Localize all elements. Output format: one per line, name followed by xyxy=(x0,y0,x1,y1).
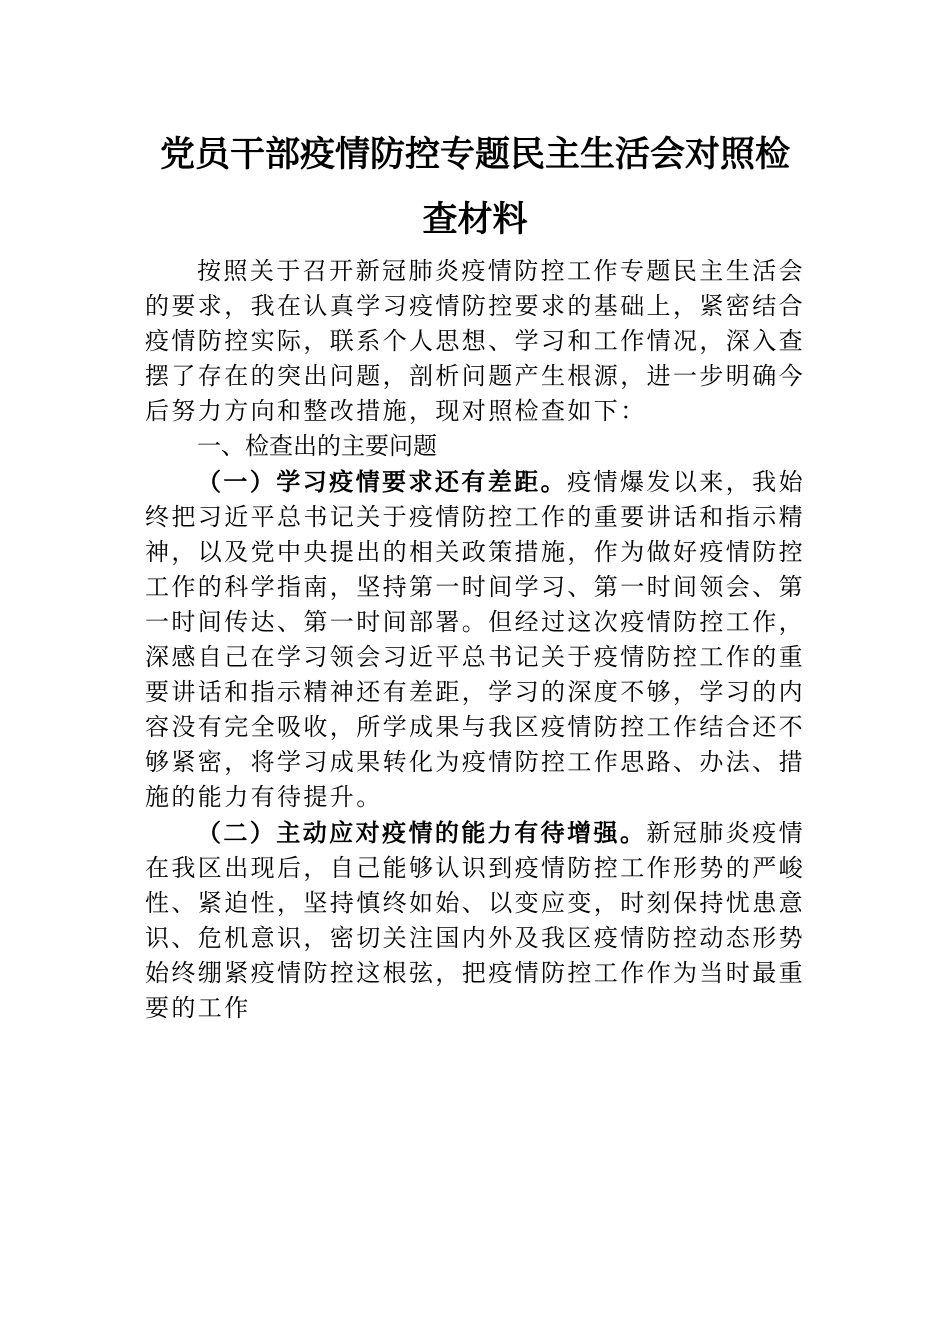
document-title: 党员干部疫情防控专题民主生活会对照检查材料 xyxy=(159,134,790,240)
problem-text-2: 新冠肺炎疫情在我区出现后，自己能够认识到疫情防控工作形势的严峻性、紧迫性，坚持慎终如始、以变应变，时刻保持忧患意识、危机意识，密切关注国内外及我区疫情防控动态形势始终绷紧疫情防控这根弦，把疫情防控工作作为当时最重要的工作 xyxy=(145,819,805,1022)
problem-heading-1: （一）学习疫情要求还有差距。 xyxy=(197,467,568,496)
problem-paragraph-1 xyxy=(145,464,805,815)
section-heading: 一、检查出的主要问题 xyxy=(197,432,437,460)
problem-heading-2: （二）主动应对疫情的能力有待增强。 xyxy=(197,818,647,847)
problem-text-1: 疫情爆发以来，我始终把习近平总书记关于疫情防控工作的重要讲话和指示精神，以及党中央提出的相关政策措施，作为做好疫情防控工作的科学指南，坚持第一时间学习、第一时间领会、第一时间传达、第一时间部署。但经过这次疫情防控工作，深感自己在学习领会习近平总书记关于疫情防控工作的重要讲话和指示精神还有差距，学习的深度不够，学习的内容没有完全吸收，所学成果与我区疫情防控工作结合还不够紧密，将学习成果转化为疫情防控工作思路、办法、措施的能力有待提升。 xyxy=(145,468,805,811)
problem-paragraph-2 xyxy=(145,815,805,1026)
document-body xyxy=(145,254,805,1026)
intro-paragraph: 按照关于召开新冠肺炎疫情防控工作专题民主生活会的要求，我在认真学习疫情防控要求的基础上，紧密结合疫情防控实际，联系个人思想、学习和工作情况，深入查摆了存在的突出问题，剖析问题产生根源，进一步明确今后努力方向和整改措施，现对照检查如下： xyxy=(145,257,805,425)
